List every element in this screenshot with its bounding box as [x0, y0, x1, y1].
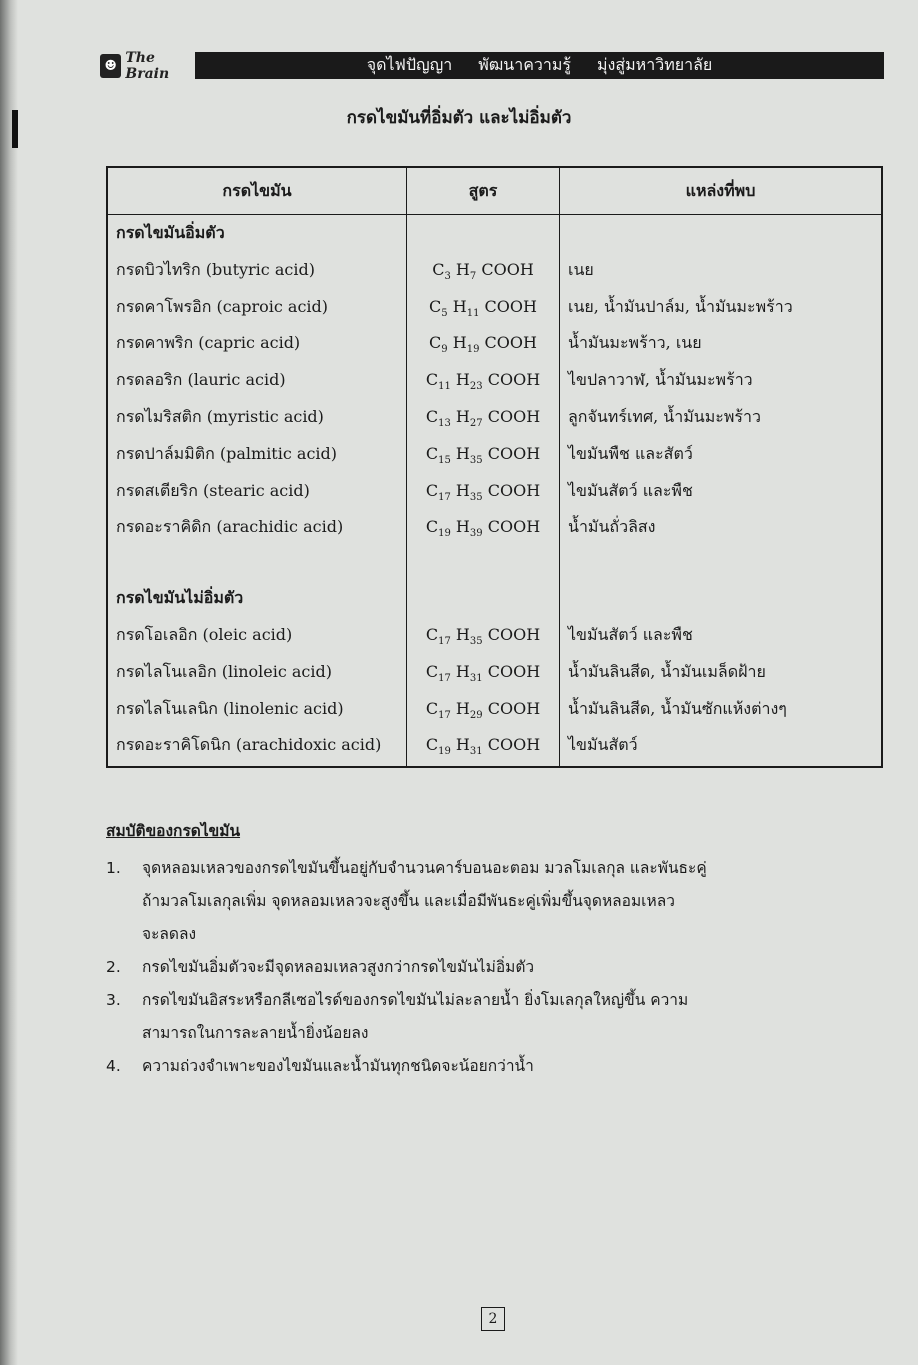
formula-part: C [425, 661, 439, 681]
fatty-acid-table [106, 166, 883, 768]
fatty-acid-properties [106, 815, 886, 1083]
formula-part: 39 [469, 528, 483, 540]
formula-cell [415, 509, 551, 546]
formula-part: 35 [469, 636, 483, 648]
acid-source: น้ำมันมะพร้าว, เนย [568, 333, 702, 353]
banner-slogan-3: มุ่งสู่มหาวิทยาลัย [597, 55, 713, 74]
formula-part: H [450, 406, 470, 426]
formula-part: H [450, 517, 470, 537]
acid-source: เนย, น้ำมันปาล์ม, น้ำมันมะพร้าว [568, 296, 793, 316]
property-text [142, 984, 886, 1050]
property-item [106, 984, 886, 1050]
formula-part: C [425, 624, 439, 644]
formula-part: C [425, 443, 439, 463]
formula-part: 23 [469, 381, 483, 393]
property-text [142, 852, 886, 951]
formula-part: 19 [438, 746, 451, 758]
group-label: กรดไขมันไม่อิ่มตัว [116, 588, 244, 608]
formula-part: C [432, 259, 445, 279]
brand-logo [100, 49, 195, 82]
formula-part: 7 [469, 270, 477, 282]
formula-part: COOH [479, 296, 537, 316]
formula-part: 11 [466, 307, 480, 319]
header-source: แหล่งที่พบ [560, 167, 883, 215]
header-formula: สูตร [407, 167, 560, 215]
property-line: จะลดลง [142, 925, 197, 943]
logo-text: The Brain [125, 49, 170, 82]
banner-slogan-2: พัฒนาความรู้ [478, 55, 571, 74]
empty-cell [568, 215, 873, 252]
formula-cell [415, 473, 551, 510]
formula-cell [415, 727, 551, 764]
acid-source: น้ำมันถั่วลิสง [568, 517, 656, 537]
formula-part: 13 [438, 418, 451, 430]
acid-source: ไขปลาวาฬ, น้ำมันมะพร้าว [568, 370, 753, 390]
property-line: สามารถในการละลายน้ำยิ่งน้อยลง [142, 1024, 369, 1042]
property-line: กรดไขมันอิสระหรือกลีเซอไรด์ของกรดไขมันไม่ละลายน้ำ ยิ่งโมเลกุลใหญ่ขึ้น ความ [142, 991, 689, 1009]
acid-source: ลูกจันทร์เทศ, น้ำมันมะพร้าว [568, 406, 761, 426]
property-number: 3. [106, 991, 121, 1009]
formula-cell [415, 654, 551, 691]
page-header [100, 49, 884, 82]
formula-part: H [450, 259, 470, 279]
formula-part: H [450, 443, 470, 463]
formula-cell [415, 362, 551, 399]
properties-title: สมบัติของกรดไขมัน [106, 822, 241, 840]
acid-name: กรดอะราคิดิก (arachidic acid) [116, 517, 344, 537]
formula-part: H [447, 333, 467, 353]
spacer [415, 546, 551, 580]
formula-part: C [425, 406, 439, 426]
acid-name: กรดสเตียริก (stearic acid) [116, 480, 310, 500]
banner-slogan-1: จุดไฟปัญญา [366, 55, 453, 74]
formula-part: COOH [479, 333, 537, 353]
formula-part: 31 [469, 746, 483, 758]
formula-part: 35 [469, 454, 483, 466]
formula-part: H [450, 735, 470, 755]
formula-part: COOH [482, 370, 541, 390]
formula-part: 27 [469, 418, 483, 430]
formula-part: H [450, 624, 470, 644]
formula-part: H [450, 661, 470, 681]
formula-part: COOH [482, 406, 541, 426]
formula-part: C [425, 517, 439, 537]
acid-name: กรดไลโนเลนิก (linolenic acid) [116, 698, 344, 718]
formula-part: 15 [438, 454, 451, 466]
formula-part: C [425, 735, 439, 755]
formula-part: COOH [482, 661, 541, 681]
formula-part: 17 [438, 672, 451, 684]
page-number: 2 [481, 1307, 505, 1331]
formulas-column [407, 215, 560, 768]
property-item [106, 1050, 886, 1083]
formula-part: COOH [476, 259, 534, 279]
formula-part: 11 [438, 381, 451, 393]
formula-part: 31 [469, 672, 483, 684]
formula-part: H [447, 296, 467, 316]
acid-source: ไขมันพืช และสัตว์ [568, 443, 693, 463]
group-label: กรดไขมันอิ่มตัว [116, 223, 225, 242]
formula-part: H [450, 698, 470, 718]
formula-part: 35 [469, 491, 483, 503]
formula-part: COOH [482, 698, 541, 718]
formula-cell [415, 252, 551, 289]
property-text [142, 1050, 886, 1083]
property-line: กรดไขมันอิ่มตัวจะมีจุดหลอมเหลวสูงกว่ากรดไขมันไม่อิ่มตัว [142, 958, 535, 976]
formula-part: COOH [482, 735, 541, 755]
property-line: ความถ่วงจำเพาะของไขมันและน้ำมันทุกชนิดจะน้อยกว่าน้ำ [142, 1057, 534, 1075]
header-banner [195, 52, 884, 79]
formula-part: H [450, 480, 470, 500]
formula-part: C [425, 698, 439, 718]
empty-cell [415, 580, 551, 617]
formula-part: 5 [441, 307, 448, 319]
acid-name: กรดปาล์มมิติก (palmitic acid) [116, 443, 337, 463]
formula-part: 29 [469, 709, 483, 721]
acid-name: กรดอะราคิโดนิก (arachidoxic acid) [116, 735, 382, 755]
formula-part: 17 [438, 709, 451, 721]
formula-part: COOH [482, 480, 541, 500]
formula-part: COOH [482, 624, 541, 644]
formula-part: COOH [482, 443, 541, 463]
acid-name: กรดไลโนเลอิก (linoleic acid) [116, 661, 332, 681]
formula-part: COOH [482, 517, 541, 537]
formula-cell [415, 399, 551, 436]
acid-name: กรดลอริก (lauric acid) [116, 370, 286, 390]
property-number: 4. [106, 1057, 121, 1075]
formula-part: C [429, 333, 442, 353]
spacer [116, 546, 398, 580]
formula-cell [415, 436, 551, 473]
formula-cell [415, 691, 551, 728]
formula-part: C [425, 370, 439, 390]
property-number: 1. [106, 859, 121, 877]
property-text [142, 951, 886, 984]
formula-part: C [429, 296, 442, 316]
page-title: กรดไขมันที่อิ่มตัว และไม่อิ่มตัว [346, 108, 572, 128]
acid-name: กรดโอเลอิก (oleic acid) [116, 624, 293, 644]
formula-part: 3 [444, 270, 451, 282]
acid-name: กรดไมริสติก (myristic acid) [116, 406, 324, 426]
empty-cell [415, 215, 551, 252]
formula-part: 17 [438, 636, 451, 648]
acid-name: กรดคาพริก (capric acid) [116, 333, 301, 353]
acid-source: ไขมันสัตว์ และพืช [568, 624, 693, 644]
property-line: ถ้ามวลโมเลกุลเพิ่ม จุดหลอมเหลวจะสูงขึ้น และเมื่อมีพันธะคู่เพิ่มขึ้นจุดหลอมเหลว [142, 892, 675, 910]
formula-part: 9 [441, 344, 448, 356]
formula-part: C [425, 480, 439, 500]
empty-cell [568, 580, 873, 617]
header-fatty-acid: กรดไขมัน [107, 167, 407, 215]
formula-cell [415, 289, 551, 326]
formula-part: H [450, 370, 470, 390]
formula-cell [415, 617, 551, 654]
formula-part: 19 [438, 528, 451, 540]
formula-part: 19 [466, 344, 480, 356]
acid-name: กรดบิวไทริก (butyric acid) [116, 259, 315, 279]
names-column [107, 215, 407, 768]
formula-part: 17 [438, 491, 451, 503]
brain-logo-icon: ☻ [100, 54, 121, 78]
sources-column [560, 215, 883, 768]
property-line: จุดหลอมเหลวของกรดไขมันขึ้นอยู่กับจำนวนคาร์บอนอะตอม มวลโมเลกุล และพันธะคู่ [142, 859, 707, 877]
formula-cell [415, 325, 551, 362]
acid-name: กรดคาโพรอิก (caproic acid) [116, 296, 329, 316]
acid-source: น้ำมันลินสีด, น้ำมันซักแห้งต่างๆ [568, 698, 787, 718]
book-spine-shadow [0, 0, 18, 1365]
acid-source: น้ำมันลินสีด, น้ำมันเมล็ดฝ้าย [568, 661, 766, 681]
acid-source: ไขมันสัตว์ และพืช [568, 480, 693, 500]
acid-source: ไขมันสัตว์ [568, 735, 638, 755]
acid-source: เนย [568, 259, 594, 279]
property-item [106, 951, 886, 984]
property-item [106, 852, 886, 951]
spacer [568, 546, 873, 580]
property-number: 2. [106, 958, 121, 976]
properties-list [106, 852, 886, 1083]
